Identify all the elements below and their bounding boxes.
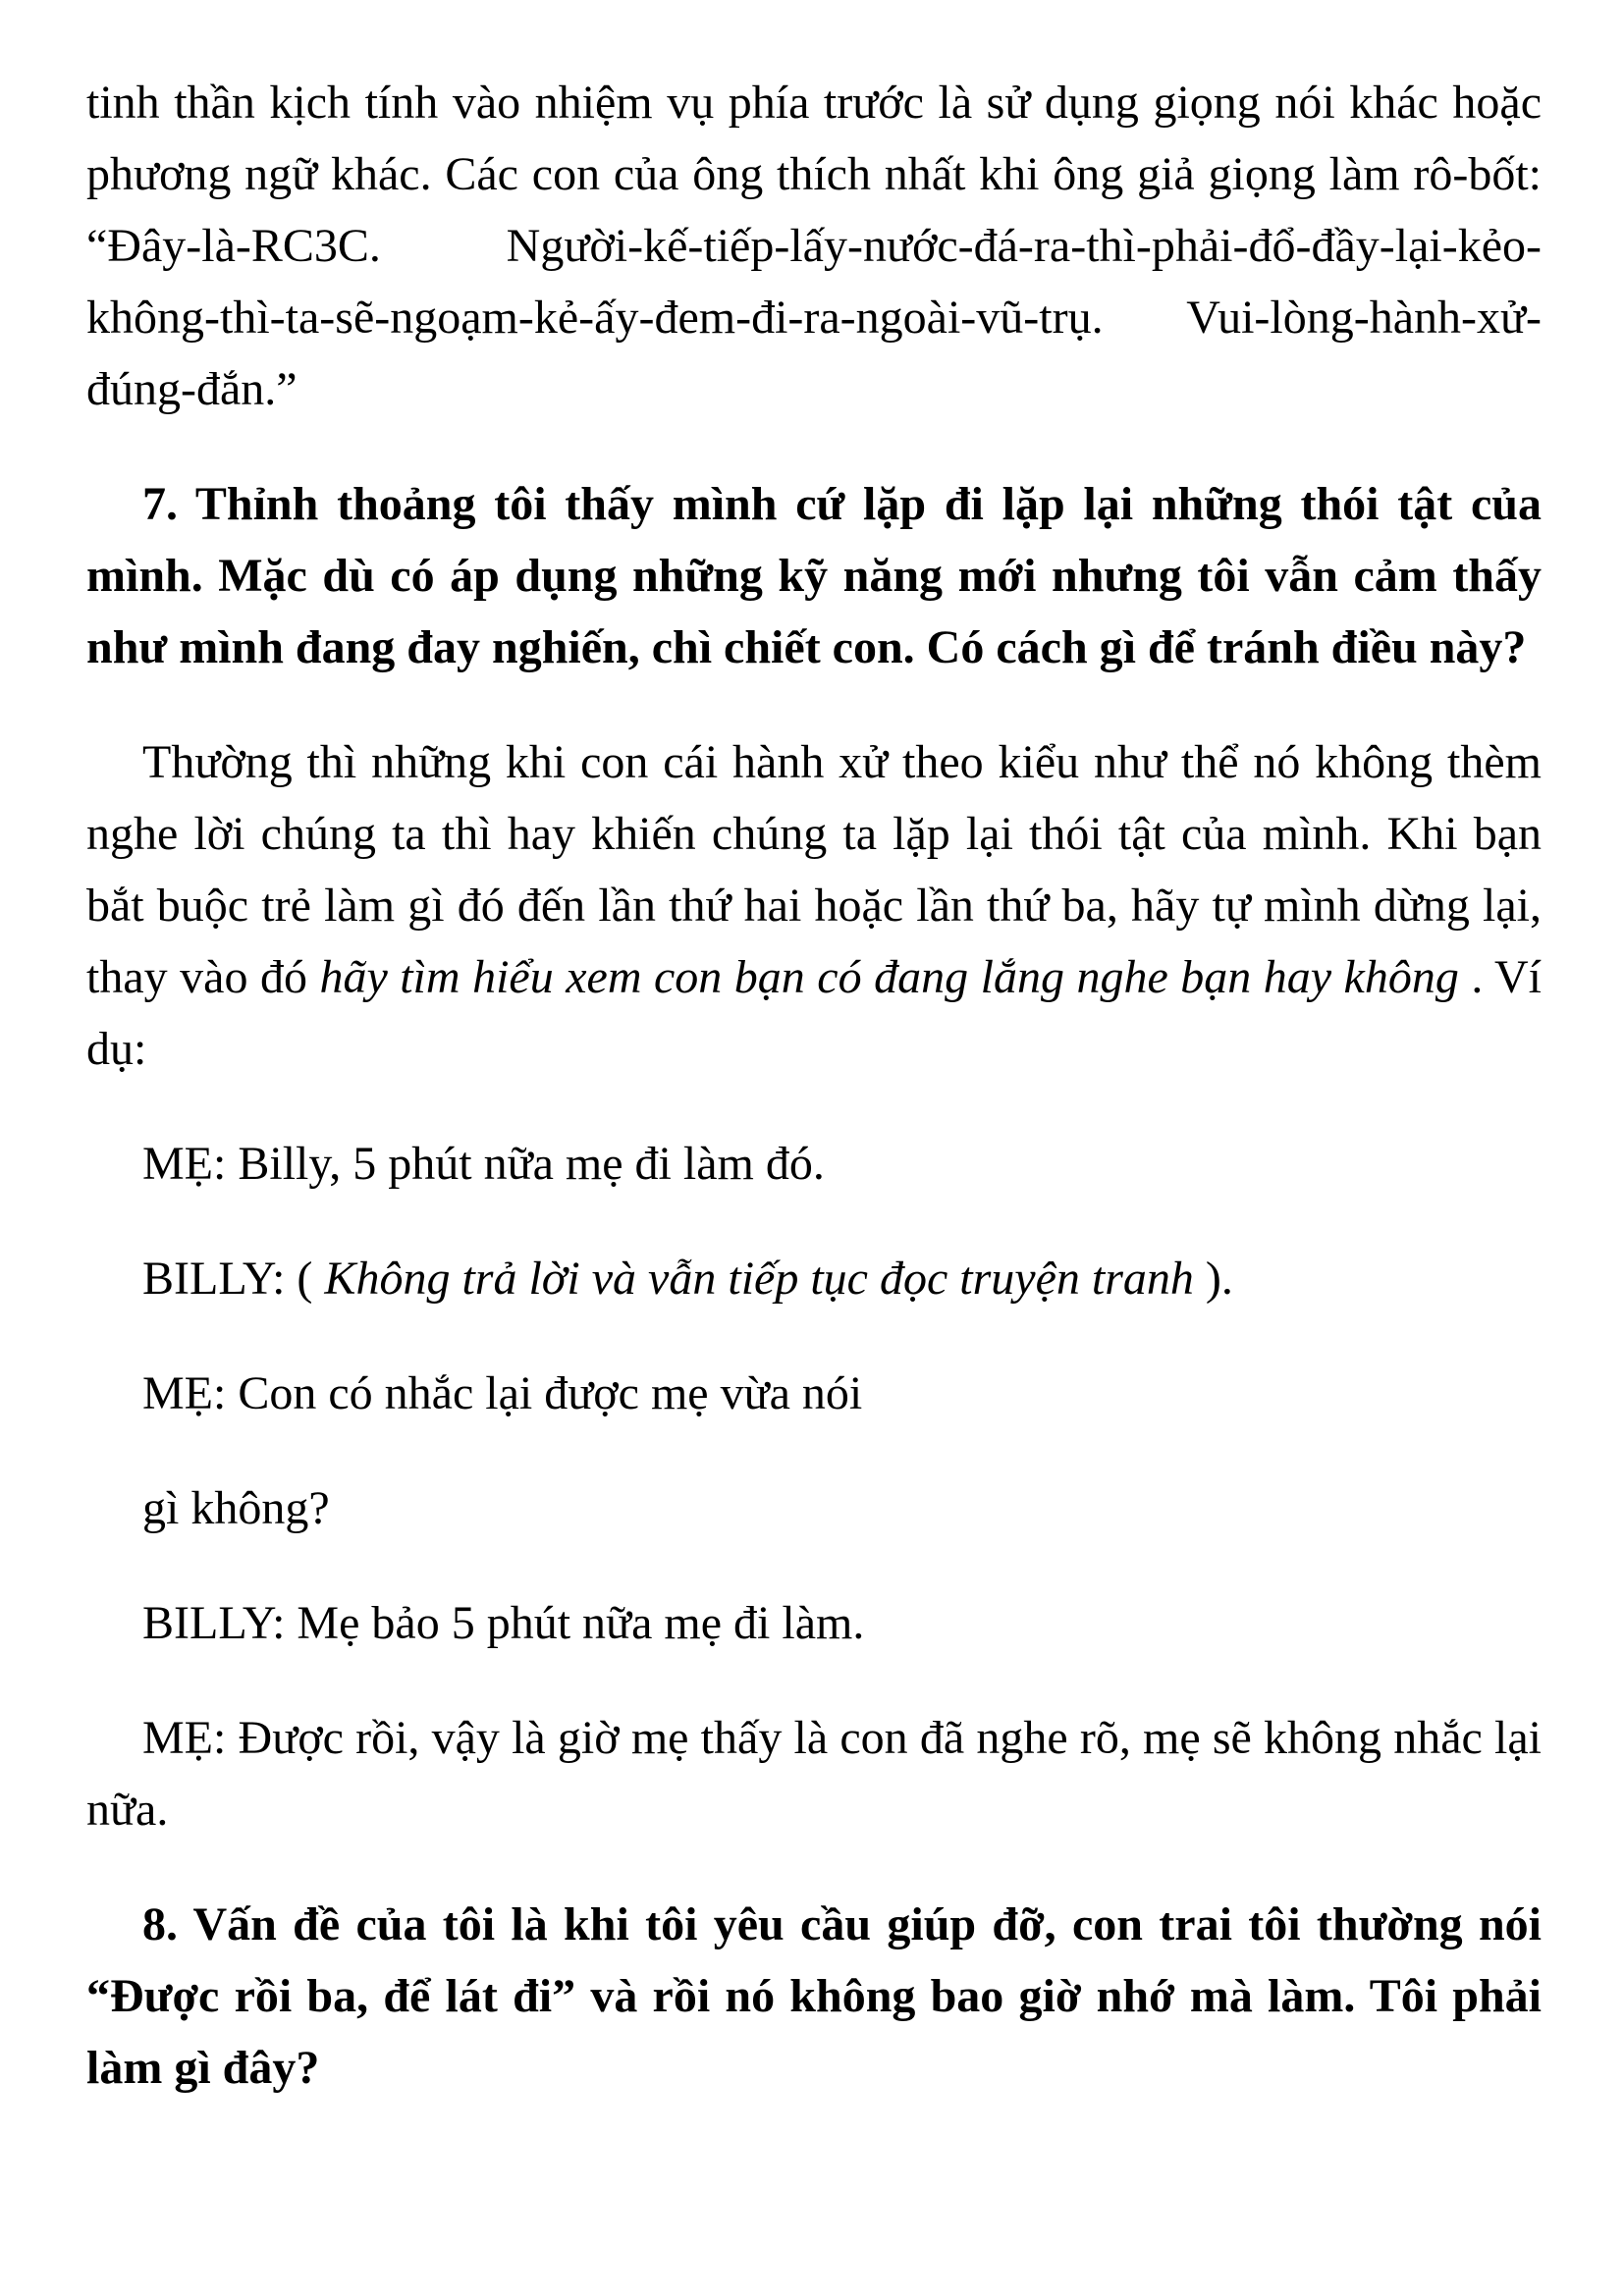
text-segment: BILLY: Mẹ bảo 5 phút nữa mẹ đi làm. xyxy=(142,1597,865,1649)
text-segment: tinh thần kịch tính vào nhiệm vụ phía trước là sử dụng giọng nói khác hoặc phương ngữ khác. Các con của ông thích nhất khi ông giả giọng làm rô-bốt: “Đây-là-RC3C. Người-kế-tiếp-lấy-nước-đá-ra-thì-phải-đổ-đầy-lại-kẻo-không-thì-ta-sẽ-ngoạm-kẻ-ấy-đem-đi-ra-ngoài-vũ-trụ. Vui-lòng-hành-xử-đúng-đắn.” xyxy=(86,77,1542,415)
text-segment: ). xyxy=(1193,1253,1233,1305)
answer-7-paragraph xyxy=(86,726,1542,1085)
text-segment: 7. Thỉnh thoảng tôi thấy mình cứ lặp đi lặp lại những thói tật của mình. Mặc dù có áp dụng những kỹ năng mới nhưng tôi vẫn cảm thấy như mình đang đay nghiến, chì chiết con. Có cách gì để tránh điều này? xyxy=(86,478,1542,673)
dialogue-mom-line-2b xyxy=(86,1472,1542,1544)
text-segment: hãy tìm hiểu xem con bạn có đang lắng nghe bạn hay không xyxy=(319,951,1459,1003)
dialogue-mom-line-2a xyxy=(86,1358,1542,1429)
dialogue-mom-line-3 xyxy=(86,1702,1542,1845)
text-segment: MẸ: Billy, 5 phút nữa mẹ đi làm đó. xyxy=(142,1138,825,1190)
text-segment: gì không? xyxy=(142,1482,330,1534)
text-segment: Thường thì những khi con cái hành xử theo kiểu như thể nó không thèm nghe lời chúng ta thì hay khiến chúng ta lặp lại thói tật của mình. Khi bạn bắt buộc trẻ làm gì đó đến lần thứ hai hoặc lần thứ ba, hãy tự mình dừng lại, thay vào đó xyxy=(86,736,1542,1003)
question-7-heading xyxy=(86,468,1542,683)
question-8-heading xyxy=(86,1889,1542,2104)
text-segment: MẸ: Con có nhắc lại được mẹ vừa nói xyxy=(142,1367,863,1419)
dialogue-mom-line-1 xyxy=(86,1128,1542,1200)
paragraph-intro-continuation xyxy=(86,67,1542,425)
dialogue-billy-line-2 xyxy=(86,1587,1542,1659)
text-segment: 8. Vấn đề của tôi là khi tôi yêu cầu giúp đỡ, con trai tôi thường nói “Được rồi ba, để lát đi” và rồi nó không bao giờ nhớ mà làm. Tôi phải làm gì đây? xyxy=(86,1898,1542,2094)
text-segment: BILLY: ( xyxy=(142,1253,325,1305)
dialogue-billy-line-1 xyxy=(86,1243,1542,1314)
text-segment: MẸ: Được rồi, vậy là giờ mẹ thấy là con đã nghe rõ, mẹ sẽ không nhắc lại nữa. xyxy=(86,1712,1542,1836)
text-segment: . Ví dụ: xyxy=(86,951,1542,1075)
text-segment: Không trả lời và vẫn tiếp tục đọc truyện tranh xyxy=(324,1253,1194,1305)
